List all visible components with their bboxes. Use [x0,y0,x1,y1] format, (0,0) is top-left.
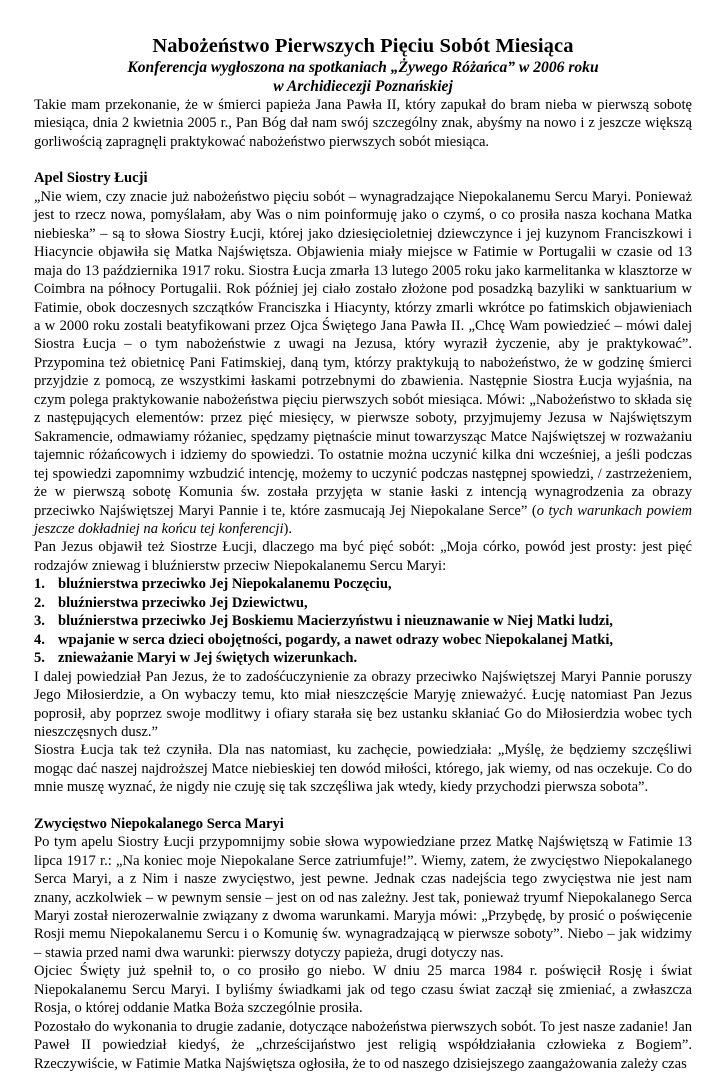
apel-paragraph-1-italic-note: o tych warunkach powiem jeszcze dokładniej na końcu tej konferencji [34,502,692,537]
list-item [34,631,692,649]
zwyciestwo-paragraph-3: Pozostało do wykonania to drugie zadanie, dotyczące nabożeństwa pierwszych sobót. To jest nasze zadanie! Jan Paweł II powiedział kiedyś, że „chrześcijaństwo jest religią współdziałania człowieka z Bogiem”. Rzeczywiście, w Fatimie Matka Najświętsza ogłosiła, że to od naszego dzisiejszego zaangażowania zależy czas [34,1018,692,1072]
apel-paragraph-1 [34,188,692,539]
list-item-number: 2. [34,594,45,611]
list-item-number: 3. [34,613,45,630]
apel-paragraph-1-text: „Nie wiem, czy znacie już nabożeństwo pięciu sobót – wynagradzające Niepokalanemu Sercu Maryi. Ponieważ jest to rzecz nowa, pomyślałam, aby Was o nim poinformuję jako o czymś, o co prosiła nasza kochana Matka niebieska” – są to słowa Siostry Łucji, której jako dziesięcioletniej dziewczynce i jej kuzynom Franciszkowi i Hiacyncie objawiła się Matka Najświętsza. Objawienia miały miejsce w Fatimie w Portugalii w czasie od 13 maja do 13 października 1917 roku. Siostra Łucja zmarła 13 lutego 2005 roku jako karmelitanka w klasztorze w Coimbra na północy Portugalii. Rok później jej ciało zostało złożone pod posadzką bazyliki w sanktuarium w Fatimie, obok doczesnych szczątków Franciszka i Hiacynty, którzy zmarli wkrótce po fatimskich objawieniach a w 2000 roku zostali beatyfikowani przez Ojca Świętego Jana Pawła II. „Chcę Wam powiedzieć – mówi dalej Siostra Łucja – o tym nabożeństwie z uwagi na Jezusa, który wyraził życzenie, aby je praktykować”. Przypomina też obietnicę Pani Fatimskiej, daną tym, którzy praktykują to nabożeństwo, że w godzinę śmierci przyjdzie z pomocą, ze wszystkimi łaskami potrzebnymi do zbawienia. Następnie Siostra Łucja wyjaśnia, na czym polega praktykowanie nabożeństwa pięciu pierwszych sobót miesiąca. Mówi: „Nabożeństwo to składa się z następujących elementów: przez pięć miesięcy, w pierwsze soboty, przyjmujemy Jezusa w Najświętszym Sakramencie, odmawiamy różaniec, spędzamy piętnaście minut towarzysząc Matce Najświętszej w rozważaniu tajemnic różańcowych i idziemy do spowiedzi. To ostatnie można uczynić kilka dni wcześniej, a jeśli podczas tej spowiedzi zapomnimy wzbudzić intencję, możemy to uczynić podczas następnej spowiedzi, / zastrzeżeniem, że w pierwszą sobotę Komunia św. została przyjęta w stanie łaski z intencją wynagrodzenia za obrazy przeciwko Najświętszej Maryi Pannie i te, które zasmucają Jej Niepokalane Serce” ( [34,188,692,519]
apel-paragraph-4: Siostra Łucja tak też czyniła. Dla nas natomiast, ku zachęcie, powiedziała: „Myślę, że będziemy szczęśliwi mogąc dać naszej najdroższej Matce niebieskiej ten dowód miłości, którego, jak wiemy, od nas oczekuje. Co do mnie muszę wyznać, że nigdy nie czuję się tak szczęśliwa jak wtedy, kiedy przychodzi pierwsza sobota”. [34,742,692,796]
section-heading-apel: Apel Siostry Łucji [34,170,148,187]
list-item-text: wpajanie w serca dzieci obojętności, pogardy, a nawet odrazy wobec Niepokalanej Matki, [58,631,614,648]
apel-paragraph-3: I dalej powiedział Pan Jezus, że to zadośćuczynienie za obrazy przeciwko Najświętszej Maryi Pannie poruszy Jego Miłosierdzie, a On wybaczy temu, kto miał nieszczęście Maryję znieważyć. Łucję natomiast Pan Jezus poprosił, aby poprzez swoje modlitwy i ofiary starała się bez ustanku skłaniać Go do Miłosierdzia wobec tych nieszczęsnych dusz.” [34,668,692,740]
section-heading-zwyciestwo: Zwycięstwo Niepokalanego Serca Maryi [34,815,284,832]
list-item-number: 4. [34,631,45,648]
intro-paragraph: Takie mam przekonanie, że w śmierci papieża Jana Pawła II, który zapukał do bram nieba w pierwszą sobotę miesiąca, dnia 2 kwietnia 2005 r., Pan Bóg dał nam swój szczególny znak, abyśmy na nowo i z jeszcze większą gorliwością zapragnęli praktykować nabożeństwo pierwszych sobót miesiąca. [34,97,692,150]
blasphemies-list [34,575,692,667]
zwyciestwo-paragraph-1: Po tym apelu Siostry Łucji przypomnijmy sobie słowa wypowiedziane przez Matkę Najświętszą w Fatimie 13 lipca 1917 r.: „Na koniec moje Niepokalane Serce zatriumfuje!”. Wiemy, zatem, że zwycięstwo Niepokalanego Serca Maryi, a z Nim i nasze zwycięstwo, jest pewne. Jednak czas nadejścia tego zwycięstwa nie jest nam znany, aczkolwiek – w pewnym sensie – jest on od nas zależny. Jest tak, ponieważ tryumf Niepokalanego Serca Maryi został nierozerwalnie związany z dwoma warunkami. Maryja mówi: „Przybędę, by prosić o poświęcenie Rosji memu Niepokalanemu Sercu i o Komunię św. wynagradzającą w pierwsze soboty”. Niebo – jak widzimy – stawia przed nami dwa warunki: pierwszy dotyczy papieża, drugi dotyczy nas. [34,834,692,961]
list-item-number: 5. [34,650,45,667]
list-item [34,649,692,667]
list-item-text: bluźnierstwa przeciwko Jej Niepokalanemu Poczęciu, [58,576,392,593]
document-page [34,34,692,1073]
document-subtitle-line-1: Konferencja wygłoszona na spotkaniach „Żywego Różańca” w 2006 roku [127,59,599,76]
list-item-text: bluźnierstwa przeciwko Jej Boskiemu Macierzyństwu i nieuznawanie w Niej Matki ludzi, [58,613,613,630]
section-spacer [34,151,692,169]
list-item-number: 1. [34,576,45,593]
apel-paragraph-2: Pan Jezus objawił też Siostrze Łucji, dlaczego ma być pięć sobót: „Moja córko, powód jest prosty: jest pięć rodzajów zniewag i bluźnierstw przeciw Niepokalanemu Sercu Maryi: [34,539,692,574]
list-item [34,575,692,593]
document-subtitle-line-2: w Archidiecezji Poznańskiej [273,78,453,95]
apel-paragraph-1-end: ). [283,520,293,537]
document-title: Nabożeństwo Pierwszych Pięciu Sobót Miesiąca [152,35,574,57]
list-item-text: bluźnierstwa przeciwko Jej Dziewictwu, [58,594,308,611]
list-item [34,594,692,612]
zwyciestwo-paragraph-2: Ojciec Święty już spełnił to, o co prosiło go niebo. W dniu 25 marca 1984 r. poświęcił Rosję i świat Niepokalanemu Sercu Maryi. I byliśmy świadkami jak od tego czasu świat zaczął się zmieniać, a zwłaszcza Rosja, o której oddanie Matka Boża szczególnie prosiła. [34,963,692,1017]
section-spacer [34,797,692,815]
list-item [34,612,692,630]
list-item-text: znieważanie Maryi w Jej świętych wizerunkach. [58,650,358,667]
